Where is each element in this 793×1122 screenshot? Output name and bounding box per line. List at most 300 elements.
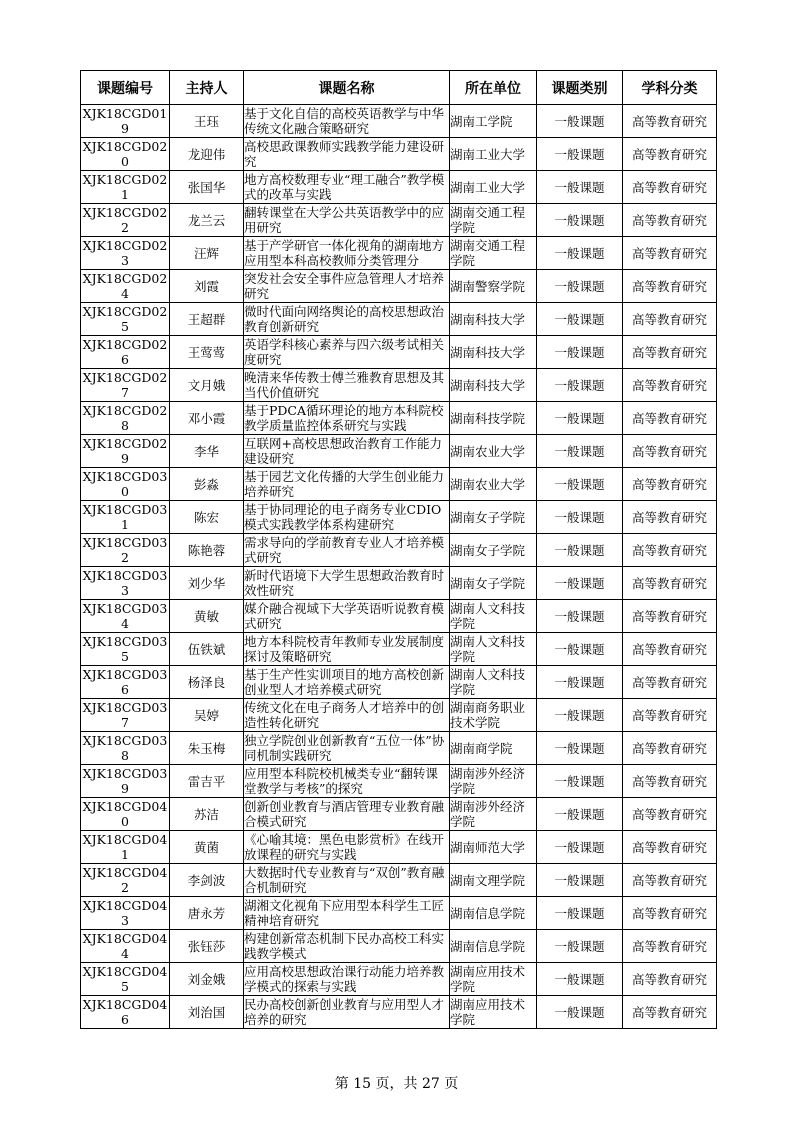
cell-category-text: 一般课题 (554, 708, 605, 723)
cell-project-title (244, 171, 450, 204)
cell-unit (450, 831, 537, 864)
cell-unit (450, 435, 537, 468)
cell-host (170, 336, 244, 369)
cell-unit (450, 930, 537, 963)
cell-discipline-text: 高等教育研究 (631, 180, 707, 195)
cell-discipline (623, 270, 717, 303)
cell-host-text: 龙兰云 (187, 213, 226, 228)
cell-project-title-text: 湖湘文化视角下应用型本科学生工匠精神培育研究 (244, 898, 445, 928)
cell-discipline-text: 高等教育研究 (631, 576, 707, 591)
cell-category-text: 一般课题 (554, 576, 605, 591)
cell-category-text: 一般课题 (554, 972, 605, 987)
cell-host (170, 666, 244, 699)
cell-category-text: 一般课题 (554, 774, 605, 789)
cell-category-text: 一般课题 (554, 279, 605, 294)
cell-host (170, 270, 244, 303)
cell-category-text: 一般课题 (554, 378, 605, 393)
cell-project-title-text: 微时代面向网络舆论的高校思想政治教育创新研究 (244, 304, 445, 334)
cell-unit-text: 湖南农业大学 (450, 443, 526, 459)
cell-host-text: 苏洁 (193, 807, 219, 822)
cell-discipline (623, 402, 717, 435)
cell-unit-text: 湖南信息学院 (450, 905, 526, 921)
cell-category-text: 一般课题 (554, 642, 605, 657)
cell-project-title (244, 798, 450, 831)
cell-project-title (244, 897, 450, 930)
cell-project-id-text: XJK18CGD044 (82, 931, 168, 961)
cell-project-id-text: XJK18CGD046 (82, 997, 168, 1027)
header-host: 主持人 (170, 71, 244, 105)
cell-project-title-text: 应用高校思想政治课行动能力培养教学模式的探索与实践 (244, 964, 445, 994)
cell-category-text: 一般课题 (554, 411, 605, 426)
cell-project-id-text: XJK18CGD041 (82, 832, 168, 862)
cell-project-title (244, 963, 450, 996)
cell-unit-text: 湖南工业大学 (450, 146, 526, 162)
cell-project-id-text: XJK18CGD030 (82, 469, 168, 499)
table-row (81, 270, 717, 303)
cell-category-text: 一般课题 (554, 675, 605, 690)
cell-host (170, 963, 244, 996)
cell-project-id (81, 699, 170, 732)
cell-project-title-text: 晚清来华传教士傅兰雅教育思想及其当代价值研究 (244, 370, 445, 400)
table-row (81, 105, 717, 138)
cell-discipline (623, 567, 717, 600)
cell-project-id-text: XJK18CGD031 (82, 502, 168, 532)
cell-unit-text: 湖南科技大学 (450, 377, 526, 393)
cell-host-text: 王超群 (187, 312, 226, 327)
cell-discipline (623, 864, 717, 897)
cell-project-id-text: XJK18CGD026 (82, 337, 168, 367)
cell-host (170, 831, 244, 864)
cell-discipline (623, 369, 717, 402)
cell-project-id (81, 930, 170, 963)
table-body (81, 105, 717, 1029)
cell-project-title-text: 英语学科核心素养与四六级考试相关度研究 (244, 337, 445, 367)
cell-project-title (244, 996, 450, 1029)
cell-unit-text: 湖南科技学院 (450, 410, 526, 426)
cell-host-text: 张钰莎 (187, 939, 226, 954)
cell-discipline-text: 高等教育研究 (631, 1005, 707, 1020)
cell-discipline-text: 高等教育研究 (631, 741, 707, 756)
cell-category-text: 一般课题 (554, 213, 605, 228)
cell-discipline-text: 高等教育研究 (631, 114, 707, 129)
cell-project-id (81, 303, 170, 336)
cell-host-text: 文月娥 (187, 378, 226, 393)
cell-category-text: 一般课题 (554, 345, 605, 360)
cell-project-title-text: 媒介融合视域下大学英语听说教育模式研究 (244, 601, 445, 631)
cell-unit (450, 699, 537, 732)
cell-host-text: 王珏 (193, 114, 219, 129)
cell-project-title (244, 864, 450, 897)
cell-project-title-text: 基于文化自信的高校英语教学与中华传统文化融合策略研究 (244, 106, 445, 136)
cell-project-title (244, 534, 450, 567)
cell-host-text: 陈艳蓉 (187, 543, 226, 558)
cell-project-id (81, 732, 170, 765)
cell-host-text: 李剑波 (187, 873, 226, 888)
cell-unit-text: 湖南商学院 (450, 740, 513, 756)
cell-discipline-text: 高等教育研究 (631, 378, 707, 393)
cell-unit-text: 湖南涉外经济学院 (450, 799, 526, 829)
cell-project-id-text: XJK18CGD039 (82, 766, 168, 796)
cell-host (170, 303, 244, 336)
cell-host-text: 雷吉平 (187, 774, 226, 789)
cell-host (170, 171, 244, 204)
cell-unit-text: 湖南科技大学 (450, 344, 526, 360)
table-row (81, 930, 717, 963)
cell-unit (450, 633, 537, 666)
cell-discipline (623, 930, 717, 963)
cell-category-text: 一般课题 (554, 312, 605, 327)
cell-discipline (623, 501, 717, 534)
cell-category-text: 一般课题 (554, 1005, 605, 1020)
cell-project-id (81, 171, 170, 204)
table-row (81, 204, 717, 237)
cell-unit (450, 501, 537, 534)
cell-category (537, 171, 623, 204)
cell-host (170, 930, 244, 963)
cell-host (170, 105, 244, 138)
cell-project-id-text: XJK18CGD037 (82, 700, 168, 730)
table-row (81, 633, 717, 666)
cell-unit (450, 963, 537, 996)
cell-project-id-text: XJK18CGD038 (82, 733, 168, 763)
cell-unit-text: 湖南信息学院 (450, 938, 526, 954)
cell-host (170, 699, 244, 732)
cell-discipline (623, 237, 717, 270)
cell-category (537, 666, 623, 699)
cell-project-title-text: 《心喻其境：黑色电影赏析》在线开放课程的研究与实践 (244, 832, 445, 862)
table-row (81, 336, 717, 369)
cell-project-title-text: 地方本科院校青年教师专业发展制度探讨及策略研究 (244, 634, 445, 664)
cell-project-id (81, 138, 170, 171)
cell-host-text: 张国华 (187, 180, 226, 195)
cell-discipline-text: 高等教育研究 (631, 642, 707, 657)
cell-project-title (244, 468, 450, 501)
cell-project-id (81, 204, 170, 237)
cell-project-id (81, 501, 170, 534)
table-row (81, 369, 717, 402)
cell-unit-text: 湖南师范大学 (450, 839, 526, 855)
cell-discipline (623, 831, 717, 864)
cell-project-id (81, 402, 170, 435)
cell-discipline-text: 高等教育研究 (631, 477, 707, 492)
cell-project-title (244, 765, 450, 798)
cell-discipline (623, 171, 717, 204)
table-row (81, 402, 717, 435)
cell-discipline (623, 732, 717, 765)
cell-host (170, 237, 244, 270)
cell-project-title-text: 基于园艺文化传播的大学生创业能力培养研究 (244, 469, 445, 499)
cell-project-title (244, 105, 450, 138)
cell-host-text: 吴婷 (193, 708, 219, 723)
cell-category (537, 501, 623, 534)
cell-discipline (623, 435, 717, 468)
header-category: 课题类别 (537, 71, 623, 105)
project-table (80, 70, 717, 1029)
cell-category (537, 600, 623, 633)
cell-category (537, 831, 623, 864)
cell-unit (450, 303, 537, 336)
cell-host-text: 刘金娥 (187, 972, 226, 987)
cell-host-text: 黄敏 (193, 609, 219, 624)
cell-category (537, 864, 623, 897)
cell-project-id (81, 534, 170, 567)
cell-project-id-text: XJK18CGD025 (82, 304, 168, 334)
cell-discipline-text: 高等教育研究 (631, 279, 707, 294)
cell-unit-text: 湖南警察学院 (450, 278, 526, 294)
cell-host-text: 刘治国 (187, 1005, 226, 1020)
cell-host (170, 864, 244, 897)
cell-category (537, 204, 623, 237)
cell-discipline (623, 897, 717, 930)
cell-category (537, 138, 623, 171)
cell-unit (450, 798, 537, 831)
cell-project-id (81, 666, 170, 699)
cell-unit (450, 534, 537, 567)
table-row (81, 666, 717, 699)
cell-project-id (81, 435, 170, 468)
cell-project-title (244, 138, 450, 171)
cell-host-text: 龙迎伟 (187, 147, 226, 162)
cell-unit-text: 湖南商务职业技术学院 (450, 700, 526, 730)
cell-unit (450, 996, 537, 1029)
table-row (81, 468, 717, 501)
cell-project-title-text: 应用型本科院校机械类专业“翻转课堂教学与考核”的探究 (244, 766, 438, 796)
cell-discipline (623, 996, 717, 1029)
cell-project-title (244, 501, 450, 534)
cell-unit-text: 湖南女子学院 (450, 509, 526, 525)
cell-category-text: 一般课题 (554, 543, 605, 558)
cell-discipline (623, 600, 717, 633)
cell-category (537, 963, 623, 996)
cell-project-title-text: 传统文化在电子商务人才培养中的创造性转化研究 (244, 700, 445, 730)
header-unit: 所在单位 (450, 71, 537, 105)
cell-project-id (81, 336, 170, 369)
cell-project-title-text: 高校思政课教师实践教学能力建设研究 (244, 139, 445, 169)
cell-unit (450, 765, 537, 798)
cell-category (537, 435, 623, 468)
cell-unit (450, 666, 537, 699)
cell-discipline-text: 高等教育研究 (631, 510, 707, 525)
cell-discipline (623, 765, 717, 798)
cell-project-title (244, 666, 450, 699)
cell-project-id-text: XJK18CGD022 (82, 205, 168, 235)
cell-project-id-text: XJK18CGD042 (82, 865, 168, 895)
cell-project-title-text: 民办高校创新创业教育与应用型人才培养的研究 (244, 997, 445, 1027)
cell-unit (450, 402, 537, 435)
cell-host-text: 陈宏 (193, 510, 219, 525)
cell-project-id-text: XJK18CGD034 (82, 601, 168, 631)
cell-host-text: 彭淼 (193, 477, 219, 492)
cell-discipline (623, 633, 717, 666)
cell-discipline (623, 963, 717, 996)
cell-discipline-text: 高等教育研究 (631, 411, 707, 426)
cell-project-id (81, 765, 170, 798)
cell-category-text: 一般课题 (554, 147, 605, 162)
cell-unit-text: 湖南工业大学 (450, 179, 526, 195)
cell-category (537, 765, 623, 798)
cell-project-title (244, 402, 450, 435)
table-header-row (81, 71, 717, 105)
cell-project-id (81, 864, 170, 897)
cell-project-title (244, 732, 450, 765)
cell-host (170, 435, 244, 468)
cell-discipline (623, 303, 717, 336)
cell-project-title (244, 831, 450, 864)
cell-project-title (244, 270, 450, 303)
cell-category (537, 468, 623, 501)
cell-project-title-text: 突发社会安全事件应急管理人才培养研究 (244, 271, 445, 301)
cell-project-id-text: XJK18CGD020 (82, 139, 168, 169)
cell-unit (450, 567, 537, 600)
cell-unit-text: 湖南农业大学 (450, 476, 526, 492)
cell-host (170, 369, 244, 402)
table-row (81, 138, 717, 171)
cell-discipline (623, 534, 717, 567)
cell-unit-text: 湖南交通工程学院 (450, 238, 526, 268)
cell-category-text: 一般课题 (554, 246, 605, 261)
cell-discipline-text: 高等教育研究 (631, 906, 707, 921)
cell-category (537, 237, 623, 270)
cell-project-id (81, 369, 170, 402)
cell-category-text: 一般课题 (554, 510, 605, 525)
table-row (81, 567, 717, 600)
cell-project-id (81, 798, 170, 831)
cell-category (537, 369, 623, 402)
cell-unit (450, 864, 537, 897)
cell-host-text: 杨泽良 (187, 675, 226, 690)
cell-project-id-text: XJK18CGD035 (82, 634, 168, 664)
cell-discipline-text: 高等教育研究 (631, 708, 707, 723)
cell-project-title-text: 基于生产性实训项目的地方高校创新创业型人才培养模式研究 (244, 667, 445, 697)
cell-discipline-text: 高等教育研究 (631, 807, 707, 822)
cell-project-title (244, 237, 450, 270)
cell-host (170, 765, 244, 798)
cell-unit-text: 湖南女子学院 (450, 542, 526, 558)
cell-unit (450, 468, 537, 501)
table-row (81, 600, 717, 633)
cell-category (537, 105, 623, 138)
cell-host-text: 刘少华 (187, 576, 226, 591)
cell-discipline-text: 高等教育研究 (631, 840, 707, 855)
table-row (81, 864, 717, 897)
cell-discipline-text: 高等教育研究 (631, 213, 707, 228)
cell-discipline (623, 138, 717, 171)
header-project-title: 课题名称 (244, 71, 450, 105)
cell-unit (450, 270, 537, 303)
table-row (81, 534, 717, 567)
cell-unit-text: 湖南科技大学 (450, 311, 526, 327)
cell-host-text: 刘霞 (193, 279, 219, 294)
cell-host (170, 996, 244, 1029)
cell-project-id (81, 633, 170, 666)
cell-project-title (244, 303, 450, 336)
cell-project-id (81, 996, 170, 1029)
cell-host (170, 402, 244, 435)
cell-host-text: 唐永芳 (187, 906, 226, 921)
cell-unit-text: 湖南女子学院 (450, 575, 526, 591)
cell-project-title (244, 204, 450, 237)
cell-discipline-text: 高等教育研究 (631, 675, 707, 690)
cell-category (537, 633, 623, 666)
cell-discipline (623, 204, 717, 237)
cell-discipline (623, 666, 717, 699)
cell-project-title-text: 创新创业教育与酒店管理专业教育融合模式研究 (244, 799, 445, 829)
cell-category (537, 798, 623, 831)
cell-project-title-text: 基于协同理论的电子商务专业CDIO模式实践教学体系构建研究 (244, 502, 442, 532)
cell-discipline-text: 高等教育研究 (631, 444, 707, 459)
cell-project-id-text: XJK18CGD023 (82, 238, 168, 268)
cell-project-title (244, 930, 450, 963)
table-row (81, 798, 717, 831)
cell-project-id-text: XJK18CGD029 (82, 436, 168, 466)
cell-category-text: 一般课题 (554, 180, 605, 195)
cell-discipline-text: 高等教育研究 (631, 609, 707, 624)
cell-category-text: 一般课题 (554, 939, 605, 954)
cell-category-text: 一般课题 (554, 906, 605, 921)
cell-host (170, 633, 244, 666)
cell-unit (450, 138, 537, 171)
cell-host-text: 王莺莺 (187, 345, 226, 360)
cell-project-title-text: 翻转课堂在大学公共英语教学中的应用研究 (244, 205, 445, 235)
cell-unit (450, 204, 537, 237)
cell-discipline (623, 105, 717, 138)
cell-unit-text: 湖南文理学院 (450, 872, 526, 888)
cell-category (537, 897, 623, 930)
cell-category (537, 534, 623, 567)
table-row (81, 732, 717, 765)
cell-project-id-text: XJK18CGD024 (82, 271, 168, 301)
cell-discipline-text: 高等教育研究 (631, 972, 707, 987)
cell-project-title (244, 633, 450, 666)
cell-discipline (623, 336, 717, 369)
cell-unit-text: 湖南人文科技学院 (450, 601, 526, 631)
cell-host-text: 朱玉梅 (187, 741, 226, 756)
table-row (81, 435, 717, 468)
cell-host (170, 732, 244, 765)
cell-unit-text: 湖南应用技术学院 (450, 964, 526, 994)
cell-project-title-text: 新时代语境下大学生思想政治教育时效性研究 (244, 568, 445, 598)
cell-discipline-text: 高等教育研究 (631, 543, 707, 558)
cell-unit (450, 600, 537, 633)
cell-unit-text: 湖南交通工程学院 (450, 205, 526, 235)
cell-project-title-text: 需求导向的学前教育专业人才培养模式研究 (244, 535, 445, 565)
cell-project-id-text: XJK18CGD027 (82, 370, 168, 400)
cell-unit-text: 湖南人文科技学院 (450, 667, 526, 697)
cell-project-title (244, 699, 450, 732)
table-row (81, 831, 717, 864)
table-row (81, 501, 717, 534)
cell-host-text: 李华 (193, 444, 219, 459)
cell-project-id-text: XJK18CGD043 (82, 898, 168, 928)
cell-unit-text: 湖南应用技术学院 (450, 997, 526, 1027)
cell-project-id (81, 567, 170, 600)
cell-discipline (623, 699, 717, 732)
cell-category (537, 930, 623, 963)
cell-project-id-text: XJK18CGD028 (82, 403, 168, 433)
cell-project-id (81, 831, 170, 864)
cell-host (170, 600, 244, 633)
cell-host (170, 897, 244, 930)
cell-project-id (81, 105, 170, 138)
cell-discipline (623, 798, 717, 831)
header-discipline: 学科分类 (623, 71, 717, 105)
cell-category (537, 567, 623, 600)
cell-discipline-text: 高等教育研究 (631, 774, 707, 789)
table-row (81, 897, 717, 930)
cell-category-text: 一般课题 (554, 444, 605, 459)
cell-category (537, 996, 623, 1029)
cell-category (537, 270, 623, 303)
